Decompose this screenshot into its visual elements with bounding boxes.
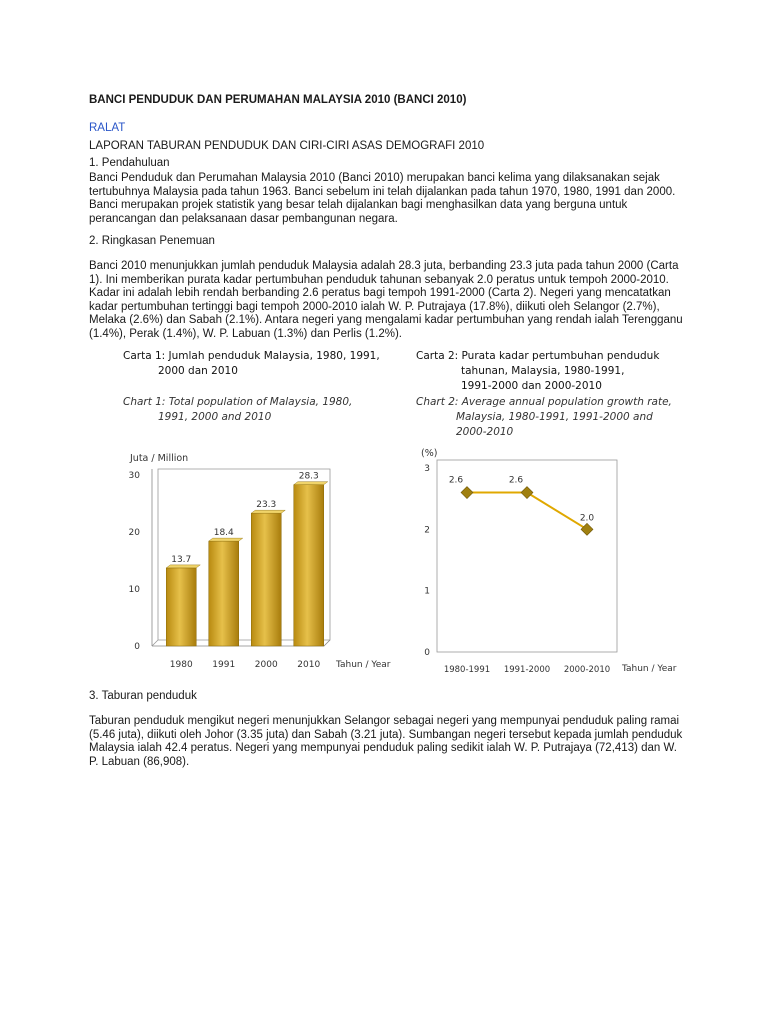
text-line: P. Labuan (86,908).: [89, 755, 190, 768]
y-tick-label: 2: [424, 525, 430, 536]
data-point-2000-2010: [581, 523, 593, 535]
section3-heading: 3. Taburan penduduk: [89, 690, 197, 702]
chart1-title-line: 2000 dan 2010: [158, 365, 238, 377]
chart1-subtitle-line: Chart 1: Total population of Malaysia, 1980,: [123, 396, 353, 408]
data-label: 23.3: [256, 500, 277, 511]
y-tick-label: 3: [424, 464, 430, 474]
section1-heading: 1. Pendahuluan: [89, 157, 170, 169]
x-axis-label: Tahun / Year: [622, 664, 677, 674]
data-point-1980-1991: [461, 487, 473, 499]
ralat-link[interactable]: RALAT: [89, 122, 126, 134]
chart2-subtitle-line: 2000-2010: [456, 426, 514, 438]
data-label: 13.7: [171, 554, 192, 565]
section3-paragraph: [89, 715, 689, 769]
y-axis-label: Juta / Million: [130, 453, 189, 464]
text-line: Malaysia ialah 42.4 peratus. Negeri yang mempunyai penduduk paling sedikit ialah W. P. Putrajaya (72,413) dan W.: [89, 742, 677, 755]
text-line: Banci merupakan projek statistik yang besar telah dijalankan bagi menghasilkan data yang berguna untuk: [89, 199, 628, 212]
text-line: Taburan penduduk mengikut negeri menunjukkan Selangor sebagai negeri yang mempunyai penduduk paling ramai: [89, 715, 680, 727]
chart2-title-line: tahunan, Malaysia, 1980-1991,: [461, 365, 625, 377]
y-axis-label: (%): [421, 448, 438, 459]
text-line: (5.46 juta), diikuti oleh Johor (3.35 juta) dan Sabah (3.21 juta). Sumbangan negeri tersebut kepada jumlah penduduk: [89, 728, 683, 741]
data-label: 28.3: [298, 471, 319, 482]
text-line: 1). Ini memberikan purata kadar pertumbuhan penduduk tahunan sebanyak 2.0 peratus untuk tempoh 2000-2010.: [89, 273, 669, 286]
y-tick-label: 10: [128, 585, 140, 595]
y-tick-label: 1: [424, 586, 430, 597]
chart2-subtitle-line: Chart 2: Average annual population growth rate,: [416, 396, 672, 408]
chart1-title-line: Carta 1: Jumlah penduduk Malaysia, 1980, 1991,: [123, 350, 380, 362]
data-label: 2.0: [579, 513, 595, 524]
y-tick-label: 20: [128, 528, 140, 538]
x-tick-label: 1980-1991: [443, 665, 491, 675]
x-tick-label: 2010: [297, 660, 321, 670]
x-tick-label: 2000: [254, 660, 278, 670]
text-line: tertubuhnya Malaysia pada tahun 1963. Banci sebelum ini telah dijalankan pada tahun 1970, 1980, 1991 dan 2000.: [89, 185, 676, 198]
report-title: LAPORAN TABURAN PENDUDUK DAN CIRI-CIRI ASAS DEMOGRAFI 2010: [89, 140, 485, 152]
data-label: 18.4: [213, 528, 234, 539]
y-tick-label: 0: [134, 642, 140, 652]
data-label: 2.6: [448, 475, 464, 486]
y-tick-label: 0: [424, 648, 430, 658]
section2-heading: 2. Ringkasan Penemuan: [89, 235, 215, 247]
x-tick-label: 2000-2010: [563, 665, 611, 675]
text-line: Melaka (2.6%) dan Sabah (2.1%). Antara negeri yang mengalami kadar pertumbuhan yang rendah ialah Terengganu: [89, 314, 683, 327]
x-tick-label: 1980: [169, 660, 193, 670]
chart2-subtitle-line: Malaysia, 1980-1991, 1991-2000 and: [456, 411, 653, 423]
text-line: kadar pertumbuhan tertinggi bagi tempoh 2000-2010 ialah W. P. Putrajaya (17.8%), diikuti oleh Selangor (2.7%),: [89, 300, 660, 313]
x-tick-label: 1991-2000: [503, 665, 551, 675]
document-title: BANCI PENDUDUK DAN PERUMAHAN MALAYSIA 2010 (BANCI 2010): [89, 94, 467, 106]
data-point-1991-2000: [521, 487, 533, 499]
text-line: Banci Penduduk dan Perumahan Malaysia 2010 (Banci 2010) merupakan banci kelima yang dilaksanakan sejak: [89, 172, 660, 184]
text-line: Kadar ini adalah lebih rendah berbanding 2.6 peratus bagi tempoh 1991-2000 (Carta 2). Negeri yang mencatatkan: [89, 287, 671, 300]
x-tick-label: 1991: [212, 660, 236, 670]
chart2-title-line: 1991-2000 dan 2000-2010: [461, 380, 602, 392]
y-tick-label: 30: [128, 471, 140, 481]
text-line: perancangan dan pelaksanaan dasar pembangunan negara.: [89, 212, 398, 225]
text-line: (1.4%), Perak (1.4%), W. P. Labuan (1.3%) dan Perlis (1.2%).: [89, 327, 402, 340]
data-label: 2.6: [508, 475, 524, 486]
text-line: Banci 2010 menunjukkan jumlah penduduk Malaysia adalah 28.3 juta, berbanding 23.3 juta pada tahun 2000 (Carta: [89, 260, 679, 272]
chart1-subtitle-line: 1991, 2000 and 2010: [158, 411, 272, 423]
chart2-title-line: Carta 2: Purata kadar pertumbuhan penduduk: [416, 350, 660, 362]
x-axis-label: Tahun / Year: [336, 660, 391, 670]
